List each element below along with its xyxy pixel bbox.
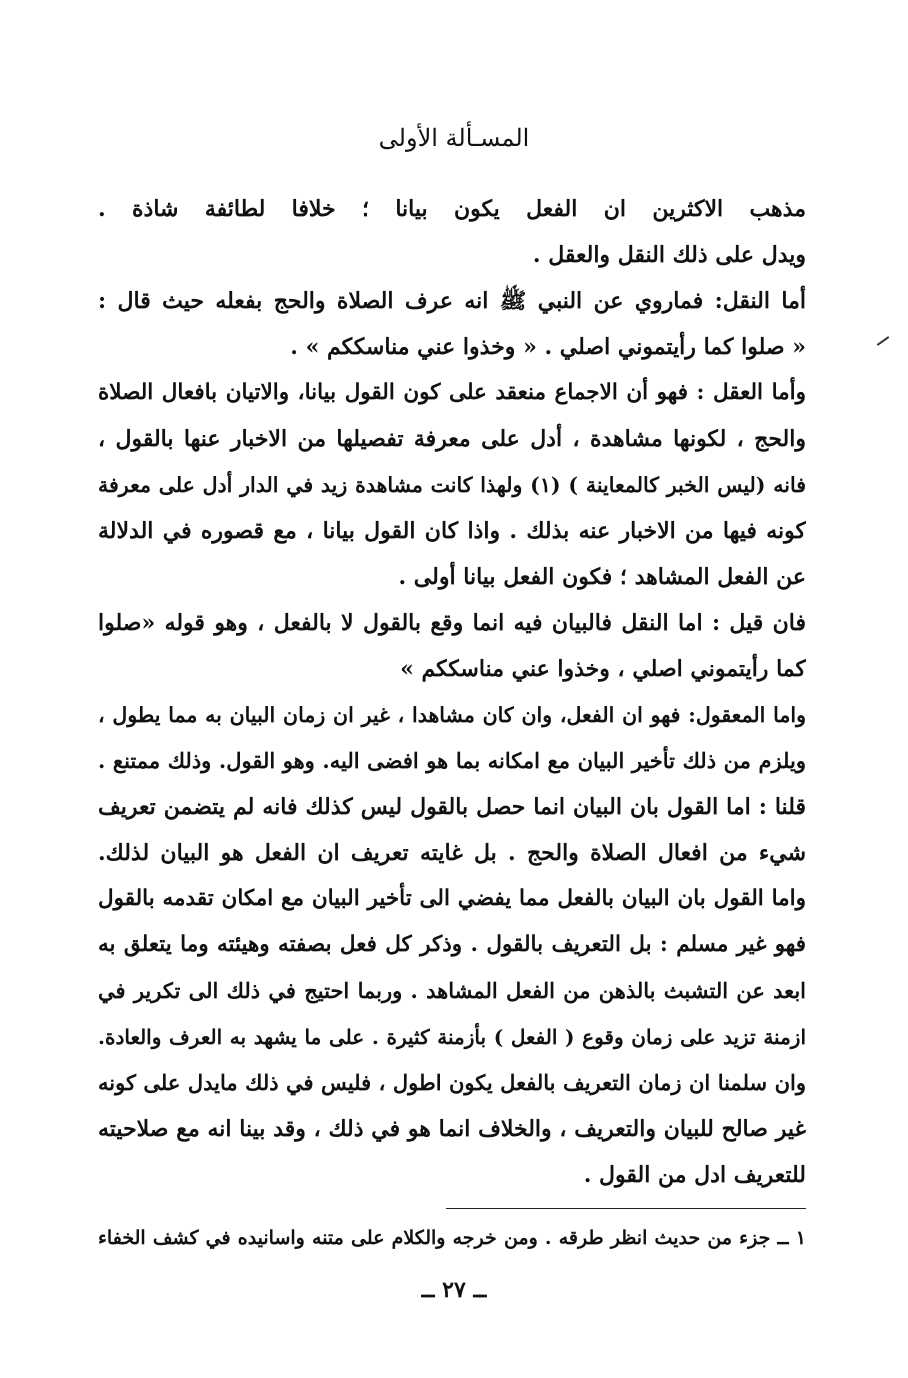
footnote: ١ ــ جزء من حديث انظر طرقه . ومن خرجه والكلام على متنه واسانيده في كشف الخفاء <box>98 1227 806 1249</box>
text-line: وان سلمنا ان زمان التعريف بالفعل يكون اطول ، فليس في ذلك مايدل على كونه <box>98 1070 806 1095</box>
page-number: ــ ٢٧ ــ <box>421 1277 487 1303</box>
text-line: فهو غير مسلم : بل التعريف بالقول . وذكر كل فعل بصفته وهيئته وما يتعلق به <box>98 932 806 957</box>
text-line: ويدل على ذلك النقل والعقل . <box>532 242 806 268</box>
body-text <box>98 186 806 1198</box>
text-line: عن الفعل المشاهد ؛ فكون الفعل بيانا أولى . <box>398 564 806 590</box>
text-line: كما رأيتموني اصلي ، وخذوا عني مناسككم » <box>400 656 806 682</box>
text-line: واما القول بان البيان بالفعل مما يفضي الى تأخير البيان مع امكان تقدمه بالقول <box>98 886 806 911</box>
text-line: للتعريف ادل من القول . <box>583 1162 806 1188</box>
section-title: المسـألة الأولى <box>378 124 530 152</box>
text-line: كونه فيها من الاخبار عنه بذلك . واذا كان القول بيانا ، مع قصوره في الدلالة <box>98 518 806 544</box>
text-line: قلنا : اما القول بان البيان انما حصل بالقول ليس كذلك فانه لم يتضمن تعريف <box>98 794 806 820</box>
text-line: أما النقل: فماروي عن النبي ﷺ انه عرف الصلاة والحج بفعله حيث قال : <box>98 288 806 314</box>
text-line: فانه (ليس الخبر كالمعاينة ) (١) ولهذا كانت مشاهدة زيد في الدار أدل على معرفة <box>98 473 806 497</box>
text-line: فان قيل : اما النقل فالبيان فيه انما وقع بالقول لا بالفعل ، وهو قوله «صلوا <box>98 610 806 636</box>
text-line: ازمنة تزيد على زمان وقوع ( الفعل ) بأزمنة كثيرة . على ما يشهد به العرف والعادة. <box>98 1025 806 1049</box>
text-line: والحج ، لكونها مشاهدة ، أدل على معرفة تفصيلها من الاخبار عنها بالقول ، <box>98 426 806 452</box>
footnote-divider <box>446 1208 806 1209</box>
text-line: مذهب الاكثرين ان الفعل يكون بيانا ؛ خلافا لطائفة شاذة . <box>98 196 806 222</box>
text-line: وأما العقل : فهو أن الاجماع منعقد على كون القول بيانا، والاتيان بافعال الصلاة <box>98 380 806 405</box>
text-line: واما المعقول: فهو ان الفعل، وان كان مشاهدا ، غير ان زمان البيان به مما يطول ، <box>98 703 806 727</box>
text-line: شيء من افعال الصلاة والحج . بل غايته تعريف ان الفعل هو البيان لذلك. <box>98 840 806 866</box>
text-line: ويلزم من ذلك تأخير البيان مع امكانه بما هو افضى اليه. وهو القول. وذلك ممتنع . <box>98 748 806 773</box>
margin-mark <box>877 336 890 346</box>
text-line: غير صالح للبيان والتعريف ، والخلاف انما هو في ذلك ، وقد بينا انه مع صلاحيته <box>98 1116 806 1142</box>
text-line: ابعد عن التشبث بالذهن من الفعل المشاهد . وربما احتيج في ذلك الى تكرير في <box>98 978 806 1003</box>
text-line: « صلوا كما رأيتموني اصلي . « وخذوا عني مناسككم » . <box>290 334 806 360</box>
